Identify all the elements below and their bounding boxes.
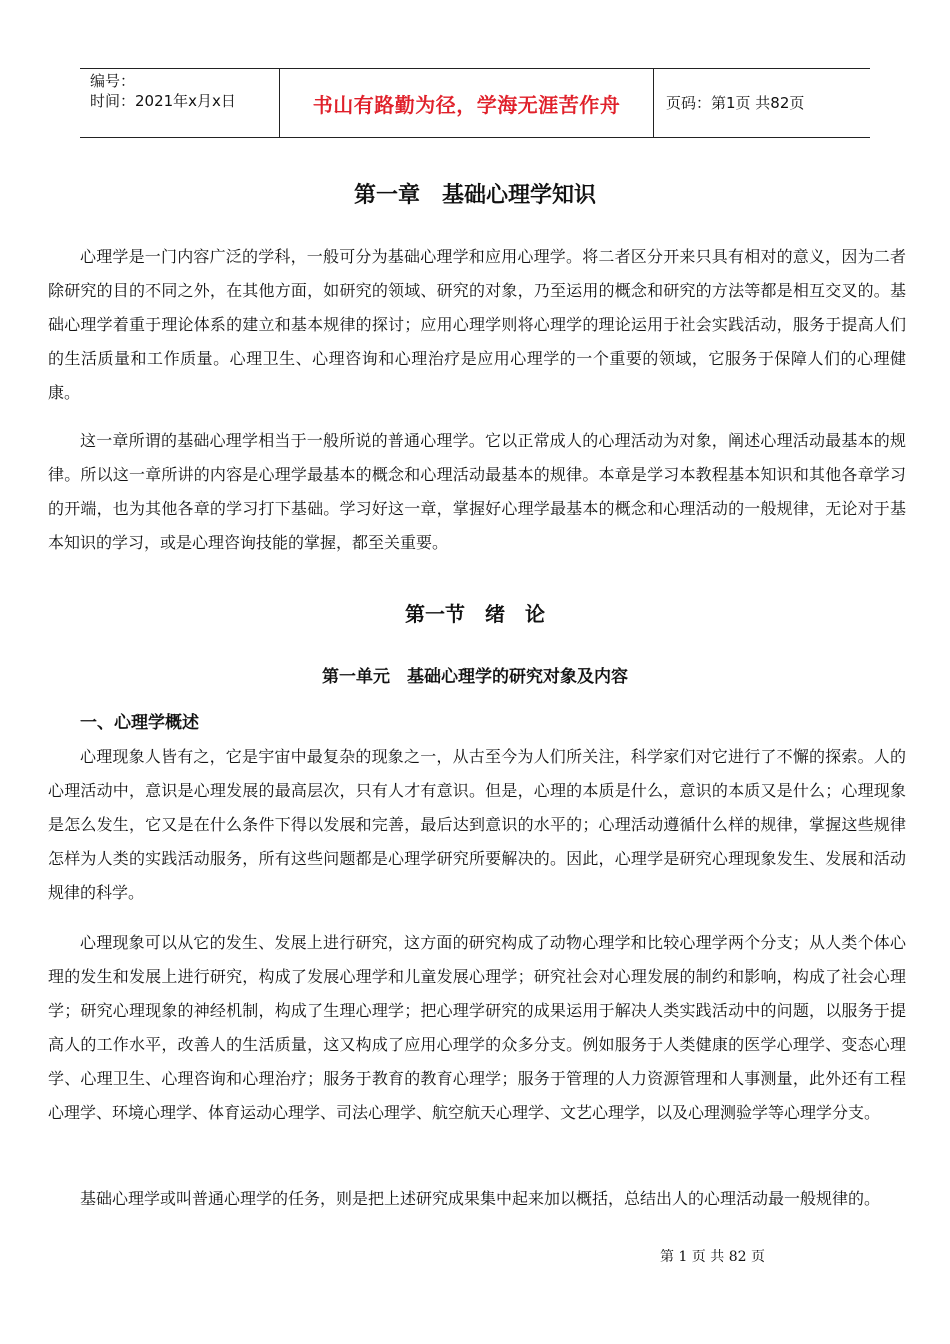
- body-paragraph: 心理现象可以从它的发生、发展上进行研究，这方面的研究构成了动物心理学和比较心理学两个分支；从人类个体心理的发生和发展上进行研究，构成了发展心理学和儿童发展心理学；研究社会对心理发展的制约和影响，构成了社会心理学；研究心理现象的神经机制，构成了生理心理学；把心理学研究的成果运用于解决人类实践活动中的问题，以服务于提高人的工作水平，改善人的生活质量，这又构成了应用心理学的众多分支。例如服务于人类健康的医学心理学、变态心理学、心理卫生、心理咨询和心理治疗；服务于教育的教育心理学；服务于管理的人力资源管理和人事测量，此外还有工程心理学、环境心理学、体育运动心理学、司法心理学、航空航天心理学、文艺心理学，以及心理测验学等心理学分支。: [48, 933, 906, 1122]
- document-header: [80, 68, 870, 138]
- body-paragraph: 基础心理学或叫普通心理学的任务，则是把上述研究成果集中起来加以概括，总结出人的心理活动最一般规律的。: [80, 1189, 881, 1208]
- intro-paragraph: 心理学是一门内容广泛的学科，一般可分为基础心理学和应用心理学。将二者区分开来只具有相对的意义，因为二者除研究的目的不同之外，在其他方面，如研究的领域、研究的对象，乃至运用的概念和研究的方法等都是相互交叉的。基础心理学着重于理论体系的建立和基本规律的探讨；应用心理学则将心理学的理论运用于社会实践活动，服务于提高人们的生活质量和工作质量。心理卫生、心理咨询和心理治疗是应用心理学的一个重要的领域，它服务于保障人们的心理健康。: [48, 247, 906, 402]
- page-footer: 第 1 页 共 82 页: [660, 1249, 765, 1265]
- body-paragraph: 心理现象人皆有之，它是宇宙中最复杂的现象之一，从古至今为人们所关注，科学家们对它进行了不懈的探索。人的心理活动中，意识是心理发展的最高层次，只有人才有意识。但是，心理的本质是什么，意识的本质又是什么；心理现象是怎么发生，它又是在什么条件下得以发展和完善，最后达到意识的水平的；心理活动遵循什么样的规律，掌握这些规律怎样为人类的实践活动服务，所有这些问题都是心理学研究所要解决的。因此，心理学是研究心理现象发生、发展和活动规律的科学。: [48, 747, 906, 902]
- intro-paragraph: 这一章所谓的基础心理学相当于一般所说的普通心理学。它以正常成人的心理活动为对象，阐述心理活动最基本的规律。所以这一章所讲的内容是心理学最基本的概念和心理活动最基本的规律。本章是学习本教程基本知识和其他各章学习的开端，也为其他各章的学习打下基础。学习好这一章，掌握好心理学最基本的概念和心理活动的一般规律，无论对于基本知识的学习，或是心理咨询技能的掌握，都至关重要。: [48, 431, 906, 552]
- chapter-title: 第一章 基础心理学知识: [353, 182, 596, 208]
- subsection-heading: 一、心理学概述: [80, 713, 199, 733]
- document-number-label: 编号：: [90, 72, 136, 90]
- header-motto-cell: [280, 69, 654, 137]
- header-left-cell: [80, 69, 280, 137]
- header-page-cell: [654, 69, 870, 137]
- document-date-label: 时间：2021年x月x日: [90, 92, 236, 110]
- header-motto: 书山有路勤为径，学海无涯苦作舟: [312, 92, 621, 117]
- section-title: 第一节 绪 论: [405, 602, 545, 626]
- unit-title: 第一单元 基础心理学的研究对象及内容: [322, 667, 628, 687]
- header-page-info: 页码：第1页 共82页: [666, 94, 805, 112]
